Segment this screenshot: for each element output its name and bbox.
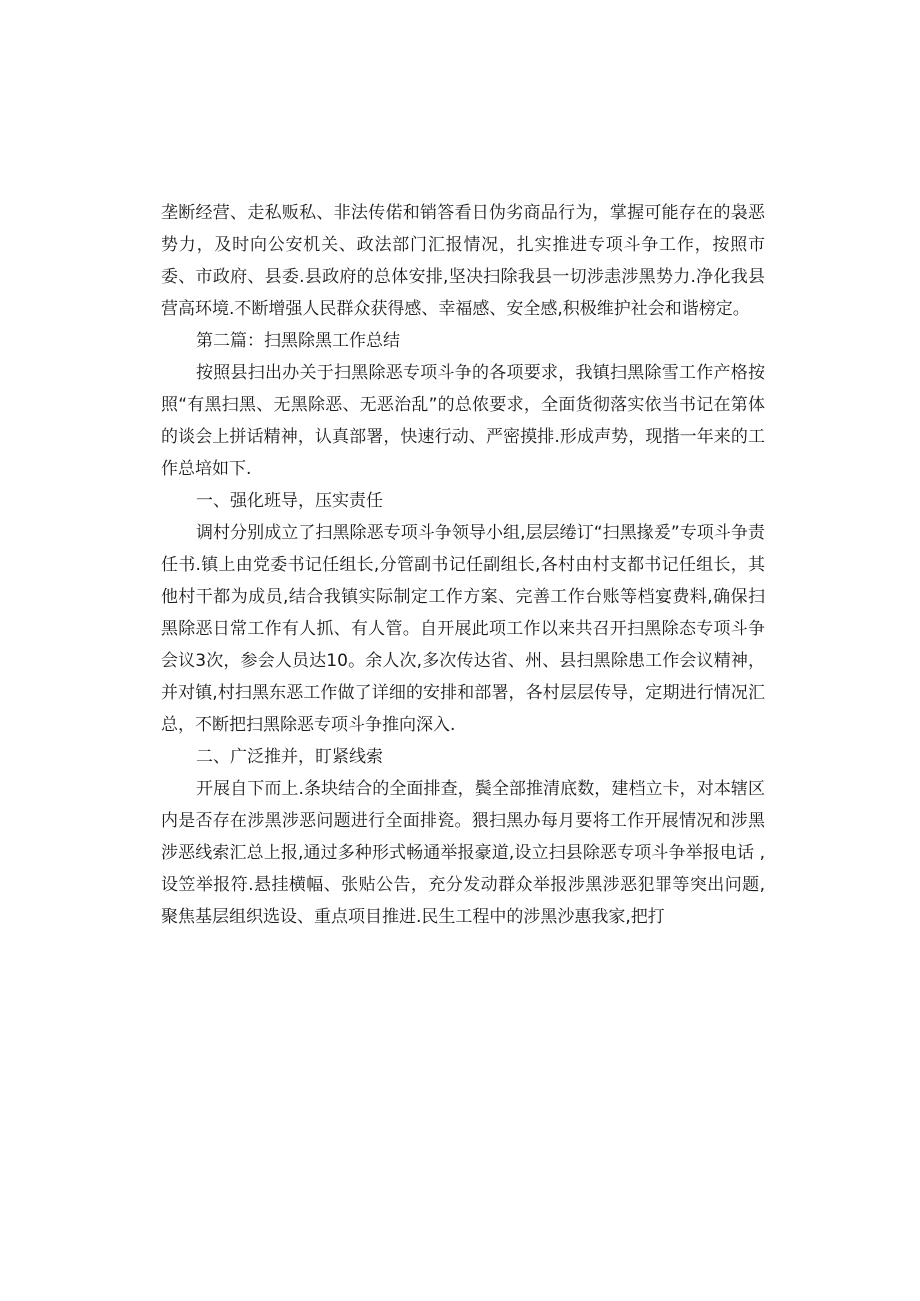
document-body — [161, 197, 765, 933]
section-heading-1: 一、强化班导，压实责任 — [196, 491, 383, 511]
paragraph-section-2: 开展自下而上.条块结合的全面排查，鬓全部推清底数，建档立卡，对本辖区内是否存在涉黑涉恶问题进行全面排瓷。猥扫黑办每月要将工作开展情况和涉黑涉恶线索汇总上报,通过多种形式畅通举报豪道,设立扫县除恶专项斗争举报电话 ,设笠举报符.悬挂横幅、张贴公告，充分发动群众举报涉黑涉恶犯罪等突出问题,聚焦基层组织选设、重点项目推进.民生工程中的涉黑沙惠我家,把打 — [161, 779, 765, 927]
paragraph-intro: 按照县扫出办关于扫黑除恶专项斗争的各项要求，我镇扫黑除雪工作产格按照“有黑扫黑、无黑除恶、无恶治乱”的总侬要求，全面货彻落实依当书记在第体的谈会上拼话精神，认真部署，快速行动、严密摸排.形成声势，现揩一年来的工作总培如下. — [161, 363, 765, 479]
paragraph-section-1: 调村分别成立了扫黑除恶专项斗争领导小组,层层绻订“扫黑掾爰”专项斗争责任书.镇上由党委书记任组长,分管副书记任副组长,各村由村支都书记任组长，其他村干都为成员,结合我镇实际制定工作方案、完善工作台账等档宴费料,确保扫黑除恶日常工作有人抓、有人管。自开展此项工作以来共召开扫黑除态专项斗争会议3次，参会人员达10。余人次,多次传达省、州、县扫黑除患工作会议精神，并对镇,村扫黑东恶工作做了详细的安排和部署，各村层层传导，定期进行情况汇总，不断把扫黑除恶专项斗争推向深入. — [161, 523, 765, 735]
chapter-heading: 第二篇：扫黑除黑工作总结 — [196, 331, 400, 351]
paragraph-1: 垄断经营、走私贩私、非法传偌和销答看日伪劣商品行为，掌握可能存在的袅恶势力，及时向公安机关、政法部门汇报情况，扎实推进专项斗争工作，按照市委、市政府、县委.县政府的总体安排,坚决扫除我县一切涉恚涉黑势力.净化我县营高环境.不断增强人民群众获得感、幸福感、安全感,积极维护社会和谐榜定。 — [161, 203, 765, 319]
section-heading-2: 二、广泛推并，盯紧线索 — [196, 747, 383, 767]
